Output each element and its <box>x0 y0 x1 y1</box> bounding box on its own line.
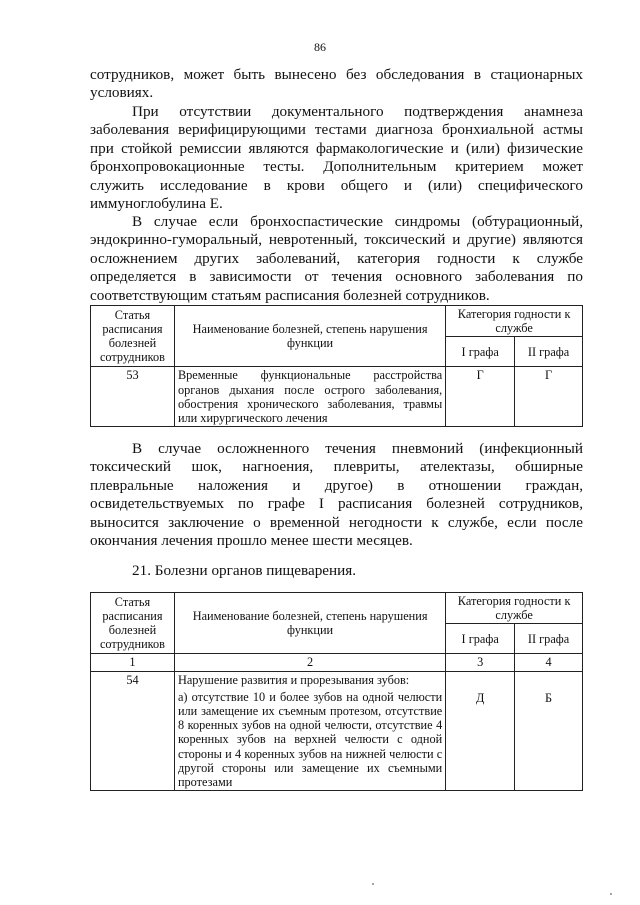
text-line: осложнением других заболеваний, категория годности к службе <box>90 249 583 267</box>
column-number: 3 <box>446 654 515 671</box>
table-article-53 <box>90 305 583 427</box>
cell-description: Временные функциональные расстройства органов дыхания после острого заболевания, обострения хронического заболевания, травмы или хирургического лечения <box>174 367 445 427</box>
scan-speck <box>610 893 612 895</box>
text-line: освидетельствуемых по графе I расписания болезней сотрудников, <box>90 495 583 513</box>
header-category: Категория годности к службе <box>446 593 583 624</box>
top-paragraph <box>90 66 583 103</box>
header-col2: II графа <box>515 337 583 367</box>
table-row <box>91 671 583 791</box>
text-line: выносится заключение о временной негодности к службе, если после <box>90 513 583 531</box>
text-line: иммуноглобулина Е. <box>90 195 223 213</box>
text-line: окончания лечения прошло менее шести месяцев. <box>90 532 413 550</box>
header-col2: II графа <box>515 624 583 654</box>
header-article: Статья расписания болезней сотрудников <box>91 593 175 654</box>
table-article-54 <box>90 592 583 791</box>
column-number: 2 <box>174 654 445 671</box>
column-number: 4 <box>515 654 583 671</box>
section-heading: 21. Болезни органов пищеварения. <box>132 562 357 579</box>
asthma-paragraph <box>90 103 583 213</box>
cell-col2: Г <box>515 367 583 427</box>
text-line: служить исследование в крови общего и (или) специфического <box>90 176 583 194</box>
text-line: В случае осложненного течения пневмоний (инфекционный <box>132 440 583 457</box>
cell-col1: Г <box>446 367 515 427</box>
header-category: Категория годности к службе <box>446 306 583 337</box>
text-line: заболевания верифицирующими тестами диагноза бронхиальной астмы <box>90 121 583 139</box>
text-line: сотрудников, может быть вынесено без обследования в стационарных <box>90 66 583 83</box>
table-row <box>91 367 583 427</box>
header-col1: I графа <box>446 624 515 654</box>
row-title: Нарушение развития и прорезывания зубов: <box>177 672 410 687</box>
text-line: токсический шок, нагноения, плевриты, ателектазы, обширные <box>90 458 583 476</box>
text-line: условиях. <box>90 84 154 102</box>
text-line: определяется в зависимости от течения основного заболевания по <box>90 268 583 286</box>
scan-speck <box>372 883 374 885</box>
text-line: плевральные наложения и другое) в отношении граждан, <box>90 476 583 494</box>
text-line: В случае если бронхоспастические синдромы (обтурационный, <box>132 213 583 230</box>
header-col1: I графа <box>446 337 515 367</box>
page-number: 86 <box>314 40 326 54</box>
cell-col2: Б <box>515 671 583 791</box>
bronchospastic-paragraph <box>90 213 583 305</box>
column-number: 1 <box>91 654 175 671</box>
cell-article: 53 <box>91 367 175 427</box>
header-name: Наименование болезней, степень нарушения функции <box>174 593 445 654</box>
cell-description <box>174 671 445 791</box>
cell-article: 54 <box>91 671 175 791</box>
row-description: а) отсутствие 10 и более зубов на одной челюсти или замещение их съемным протезом, отсутствие 8 коренных зубов на одной челюсти, отсутствие 4 коренных зубов на верхней челюсти с одной стороны и 4 коренных зубов на нижней челюсти с другой стороны или замещение их съемными протезами <box>177 689 443 790</box>
text-line: При отсутствии документального подтверждения анамнеза <box>132 103 583 120</box>
text-line: бронхопровокационные тесты. Дополнительным критерием может <box>90 158 583 176</box>
cell-col1: Д <box>446 671 515 791</box>
text-line: при стойкой ремиссии являются фармакологические и (или) физические <box>90 139 583 157</box>
header-name: Наименование болезней, степень нарушения функции <box>174 306 445 367</box>
pneumonia-paragraph <box>90 440 583 550</box>
text-line: эндокринно-гуморальный, невротенный, токсический и другие) являются <box>90 231 583 249</box>
text-line: соответствующим статьям расписания болезней сотрудников. <box>90 286 490 304</box>
header-article: Статья расписания болезней сотрудников <box>91 306 175 367</box>
numbering-row <box>91 654 583 671</box>
